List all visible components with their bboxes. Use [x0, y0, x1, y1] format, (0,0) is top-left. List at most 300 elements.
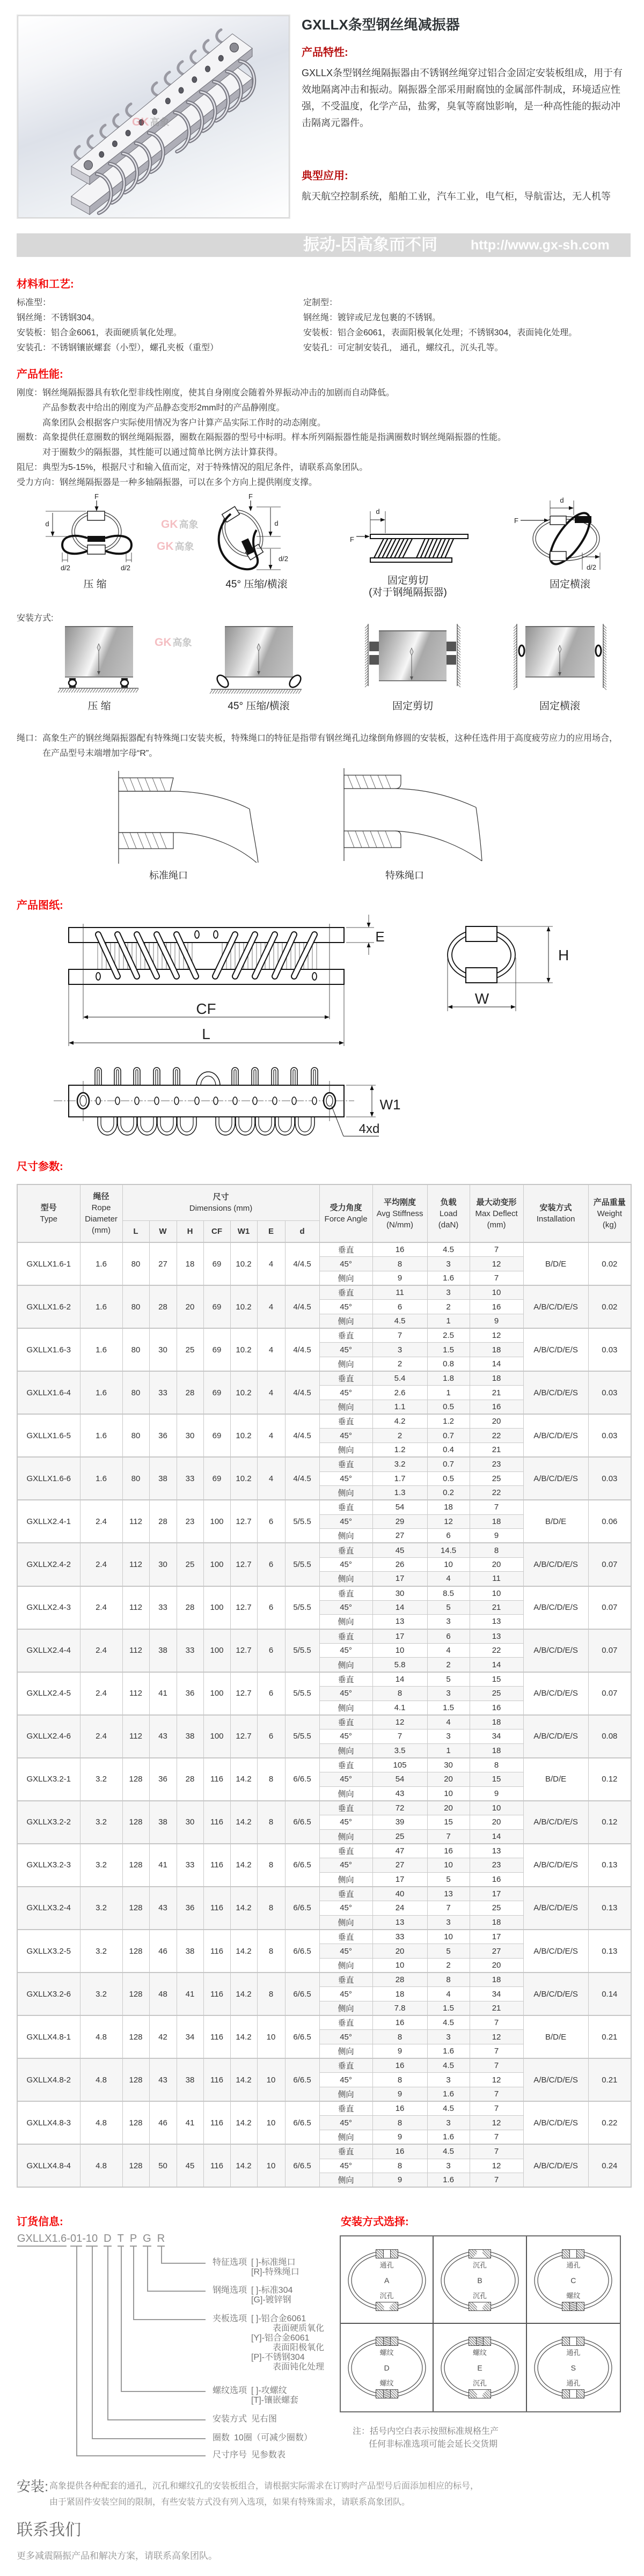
performance-heading: 产品性能:	[17, 369, 63, 380]
cell-type: GXLLX3.2-2	[17, 1801, 80, 1844]
cell-dim-w1: 12.7	[230, 1586, 257, 1629]
install-option-s	[527, 2324, 620, 2411]
cell-dim-h: 36	[177, 1887, 203, 1930]
cell-max-deflect: 7	[470, 2087, 523, 2102]
rope-end-text: 在产品型号末端增加字母“R”。	[42, 749, 158, 758]
option-turns	[213, 2433, 312, 2443]
hatch-tick	[258, 690, 261, 694]
option-choice: [ ]-攻螺纹	[251, 2386, 287, 2395]
hatch-tick	[457, 681, 460, 685]
cell-avg-stiffness: 4.2	[372, 1414, 427, 1429]
cell-rope-diameter: 3.2	[80, 1930, 122, 1973]
cell-avg-stiffness: 16	[372, 2101, 427, 2116]
cell-installation: A/B/C/D/E/S	[523, 1973, 588, 2015]
plate-hole	[96, 973, 100, 980]
hatch-tick	[365, 633, 368, 636]
arrow-marker	[558, 645, 561, 653]
force-arrowhead	[544, 519, 549, 522]
cell-type: GXLLX1.6-3	[17, 1328, 80, 1371]
cell-rope-diameter: 3.2	[80, 1844, 122, 1887]
hatch-tick	[109, 689, 112, 693]
cell-dim-e: 10	[257, 2015, 285, 2058]
cell-load: 3	[427, 1729, 470, 1743]
cell-load: 2.5	[427, 1328, 470, 1343]
cell-rope-diameter: 1.6	[80, 1328, 122, 1371]
wire	[399, 539, 408, 558]
hatch-tick	[514, 657, 517, 660]
cell-weight: 0.06	[588, 1500, 631, 1543]
cell-installation: A/B/C/D/E/S	[523, 1887, 588, 1930]
cell-max-deflect: 12	[470, 1257, 523, 1271]
cell-avg-stiffness: 54	[372, 1772, 427, 1786]
table-row-group	[17, 2101, 631, 2116]
cell-dim-e: 6	[257, 1672, 285, 1715]
performance-stiffness-cont	[17, 416, 506, 431]
wire-loop-bottom-inner	[121, 1117, 134, 1132]
bottom-mounting-block	[376, 2389, 398, 2398]
cell-weight: 0.22	[588, 2101, 631, 2144]
arrowhead	[367, 943, 371, 947]
cell-dim-cf: 116	[203, 1973, 230, 2015]
cell-dim-d: 6/6.5	[285, 1801, 319, 1844]
cell-max-deflect: 7	[470, 2044, 523, 2059]
cell-dim-cf: 116	[203, 1801, 230, 1844]
bottom-hole-label: 通孔	[566, 2379, 581, 2387]
cell-force-angle: 侧向	[319, 1658, 372, 1672]
deflection-label: d	[560, 496, 564, 504]
table-row-group	[17, 1328, 631, 1343]
cell-max-deflect: 18	[470, 1514, 523, 1529]
cell-avg-stiffness: 8	[372, 2159, 427, 2173]
install-caption-roll: 固定横滚	[539, 701, 581, 712]
drawing-heading: 产品图纸:	[17, 900, 63, 911]
cell-weight: 0.03	[588, 1457, 631, 1500]
cell-installation: A/B/C/D/E/S	[523, 1543, 588, 1586]
option-letter: S	[570, 2364, 576, 2372]
leader-line-vertical	[92, 2247, 93, 2439]
col-header-avg-stiffness	[372, 1184, 427, 1242]
cell-dim-w: 42	[149, 2015, 177, 2058]
option-letter: E	[477, 2364, 482, 2372]
wire	[445, 539, 453, 558]
cell-load: 4.5	[427, 1242, 470, 1257]
wire-loop-top	[153, 1068, 160, 1086]
option-choices	[234, 2433, 312, 2443]
cell-max-deflect: 7	[470, 2101, 523, 2116]
hatch-tick	[514, 668, 517, 671]
cell-dim-h: 18	[177, 1242, 203, 1285]
cell-installation: A/B/C/D/E/S	[523, 2144, 588, 2187]
leader-line-horizontal	[133, 2319, 206, 2320]
rope-hole	[112, 141, 117, 147]
cell-avg-stiffness: 28	[372, 1973, 427, 1987]
isolator-plate	[121, 686, 128, 688]
wire	[390, 539, 400, 558]
cell-dim-d: 4/4.5	[285, 1414, 319, 1457]
cell-dim-w1: 14.2	[230, 2015, 257, 2058]
cell-avg-stiffness: 1.1	[372, 1400, 427, 1415]
cell-avg-stiffness: 10	[372, 1958, 427, 1973]
cell-force-angle: 45°	[319, 1514, 372, 1529]
cell-load: 1.6	[427, 1271, 470, 1285]
rope-end-description	[17, 731, 618, 761]
cell-installation: A/B/C/D/E/S	[523, 1457, 588, 1500]
cell-max-deflect: 25	[470, 1901, 523, 1916]
hatch-tick	[58, 689, 61, 693]
cell-installation: A/B/C/D/E/S	[523, 1629, 588, 1672]
w1-label: W1	[379, 1096, 401, 1113]
hatch-tick	[69, 689, 71, 693]
cell-avg-stiffness: 33	[372, 1930, 427, 1944]
hatch-tick	[603, 625, 606, 628]
features-heading: 产品特性:	[302, 47, 348, 58]
cell-load: 6	[427, 1529, 470, 1543]
col-header-rope-diameter	[80, 1184, 122, 1242]
header-unit: (N/mm)	[386, 1220, 414, 1230]
option-letter: D	[384, 2364, 390, 2372]
rope-lower-edge	[396, 831, 482, 861]
hatch-tick	[282, 690, 285, 694]
table-row-group	[17, 1715, 631, 1729]
cell-max-deflect: 10	[470, 1285, 523, 1300]
wall-hatching	[514, 625, 517, 690]
arrowhead	[547, 978, 551, 983]
watermark-text: 高象	[172, 637, 192, 648]
cell-dim-h: 36	[177, 1672, 203, 1715]
hatch-tick	[603, 649, 606, 652]
product-photo	[17, 14, 290, 219]
cell-installation: A/B/C/D/E/S	[523, 1328, 588, 1371]
cell-load: 0.5	[427, 1400, 470, 1415]
cell-max-deflect: 34	[470, 1987, 523, 2001]
isolator-block	[369, 642, 379, 651]
option-size-index	[213, 2450, 286, 2460]
header-cn: 尺寸	[213, 1192, 229, 1202]
code-segment: P	[130, 2232, 137, 2247]
plate-hole	[214, 931, 218, 938]
cell-force-angle: 垂直	[319, 1758, 372, 1772]
option-choices	[251, 2386, 298, 2405]
features-line: 击隔离元器件。	[302, 117, 369, 128]
cell-load: 4.5	[427, 2058, 470, 2073]
leader-line-horizontal	[161, 2263, 206, 2264]
cell-rope-diameter: 2.4	[80, 1672, 122, 1715]
rope-end-caption-standard: 标准绳口	[149, 870, 188, 881]
cell-type: GXLLX1.6-6	[17, 1457, 80, 1500]
cell-dim-l: 80	[122, 1414, 149, 1457]
cell-max-deflect: 22	[470, 1486, 523, 1500]
cf-label: CF	[196, 1000, 216, 1017]
hatch-tick	[603, 630, 606, 634]
cell-rope-diameter: 2.4	[80, 1629, 122, 1672]
wire-loop-bottom-inner	[259, 1117, 272, 1132]
watermark-logo: GK	[161, 518, 178, 531]
cell-avg-stiffness: 16	[372, 1242, 427, 1257]
cell-dim-w: 38	[149, 1801, 177, 1844]
install-compression	[58, 644, 138, 693]
cell-force-angle: 垂直	[319, 2144, 372, 2159]
arrowhead	[370, 1085, 374, 1090]
install-roll	[514, 624, 606, 690]
rope-hole	[152, 109, 157, 115]
cell-force-angle: 垂直	[319, 1629, 372, 1644]
cell-max-deflect: 7	[470, 1271, 523, 1285]
top-mounting-block	[562, 2249, 584, 2258]
table-row-group	[17, 1758, 631, 1772]
cell-dim-d: 6/6.5	[285, 2101, 319, 2144]
cell-dim-cf: 100	[203, 1672, 230, 1715]
option-thread	[213, 2386, 298, 2405]
hatch-tick	[226, 690, 229, 694]
cell-load: 1.6	[427, 2087, 470, 2102]
cell-force-angle: 45°	[319, 1557, 372, 1572]
through-hole-icon	[569, 2250, 577, 2258]
cell-dim-w1: 10.2	[230, 1414, 257, 1457]
table-row-group	[17, 1242, 631, 1257]
cell-type: GXLLX3.2-1	[17, 1758, 80, 1801]
cell-avg-stiffness: 9	[372, 2044, 427, 2059]
cell-avg-stiffness: 18	[372, 1987, 427, 2001]
cell-dim-w: 30	[149, 1328, 177, 1371]
leader-line-horizontal	[147, 2291, 206, 2292]
wire	[416, 539, 425, 558]
hatch-tick	[457, 644, 460, 647]
force-diagram-45deg	[213, 492, 288, 570]
code-segment: 01	[70, 2232, 82, 2247]
hatch-tick	[106, 689, 109, 693]
cell-dim-w: 46	[149, 2101, 177, 2144]
cell-weight: 0.03	[588, 1414, 631, 1457]
table-row-group	[17, 2058, 631, 2073]
cell-type: GXLLX2.4-5	[17, 1672, 80, 1715]
item-text: 钢丝绳隔振器是一种多轴隔振器，可以在多个方向上提供刚度支撑。	[60, 477, 318, 487]
cell-force-angle: 垂直	[319, 1371, 372, 1386]
cell-load: 3	[427, 1615, 470, 1629]
cell-dim-e: 6	[257, 1543, 285, 1586]
cell-dim-w: 30	[149, 1543, 177, 1586]
cell-max-deflect: 10	[470, 1586, 523, 1601]
cell-max-deflect: 13	[470, 1844, 523, 1858]
cell-dim-e: 8	[257, 1973, 285, 2015]
cell-dim-d: 6/6.5	[285, 1758, 319, 1801]
arrowhead	[547, 926, 551, 931]
cell-dim-cf: 69	[203, 1371, 230, 1414]
cell-force-angle: 侧向	[319, 1872, 372, 1887]
cell-max-deflect: 34	[470, 1729, 523, 1743]
hatch-tick	[365, 649, 368, 652]
custom-title: 定制型：	[303, 298, 338, 307]
cell-dim-cf: 116	[203, 2015, 230, 2058]
hatch-tick	[603, 644, 606, 647]
wall-hatching	[365, 625, 368, 687]
rope-end-special	[344, 768, 482, 861]
watermark	[132, 116, 170, 128]
bottom-hole-label: 沉孔	[472, 2379, 487, 2387]
cell-max-deflect: 16	[470, 1300, 523, 1314]
cell-dim-h: 30	[177, 1801, 203, 1844]
cell-avg-stiffness: 24	[372, 1901, 427, 1916]
cell-dim-w1: 12.7	[230, 1629, 257, 1672]
cell-max-deflect: 7	[470, 2144, 523, 2159]
code-separator: -	[82, 2233, 86, 2244]
top-hole-label: 沉孔	[472, 2261, 487, 2269]
cell-rope-diameter: 4.8	[80, 2015, 122, 2058]
arrow-marker	[97, 644, 100, 651]
cell-dim-cf: 116	[203, 1930, 230, 1973]
rope-hole	[214, 1097, 218, 1105]
hatch-tick	[112, 689, 114, 693]
item-label: 圈数：	[17, 433, 43, 443]
wall-hatching	[457, 625, 460, 687]
hatch-tick	[514, 671, 517, 674]
rope-hole	[165, 98, 170, 104]
cell-force-angle: 垂直	[319, 1543, 372, 1557]
item-label: 受力方向：	[17, 477, 60, 487]
cell-dim-w: 36	[149, 1414, 177, 1457]
bottom-block	[550, 551, 566, 561]
cell-avg-stiffness: 7.8	[372, 2001, 427, 2015]
option-letter: B	[477, 2276, 482, 2285]
cell-dim-cf: 69	[203, 1242, 230, 1285]
countersunk-hole-icon	[473, 2302, 487, 2310]
cell-dim-h: 41	[177, 2101, 203, 2144]
install-option-a	[341, 2236, 434, 2324]
cell-dim-l: 112	[122, 1586, 149, 1629]
cell-max-deflect: 18	[470, 1973, 523, 1987]
force-diagram-shear	[350, 507, 468, 562]
install-option-grid	[340, 2235, 621, 2412]
top-mounting-block	[376, 2249, 398, 2258]
top-hole-label: 通孔	[566, 2349, 581, 2357]
cell-max-deflect: 18	[470, 1915, 523, 1930]
leader-line-vertical	[133, 2247, 134, 2320]
rope-hole	[195, 1097, 199, 1105]
cell-avg-stiffness: 8	[372, 2030, 427, 2044]
cell-avg-stiffness: 4.5	[372, 1314, 427, 1328]
cell-force-angle: 侧向	[319, 1743, 372, 1758]
cell-max-deflect: 18	[470, 1343, 523, 1357]
cell-load: 1.6	[427, 2173, 470, 2188]
cell-installation: B/D/E	[523, 2015, 588, 2058]
rope-hole	[253, 1097, 257, 1105]
load-arrow	[410, 648, 413, 680]
cell-load: 1	[427, 1386, 470, 1400]
leader-line-vertical	[107, 2247, 108, 2420]
hatch-tick	[514, 628, 517, 631]
arrowhead	[558, 672, 561, 676]
cell-max-deflect: 21	[470, 2001, 523, 2015]
cell-load: 4	[427, 1715, 470, 1729]
cell-load: 10	[427, 1930, 470, 1944]
cell-avg-stiffness: 6	[372, 1300, 427, 1314]
table-row-group	[17, 1973, 631, 1987]
hatch-tick	[603, 671, 606, 674]
deflection-label: d	[376, 507, 380, 516]
cell-max-deflect: 7	[470, 2130, 523, 2145]
hatch-tick	[365, 681, 368, 685]
cell-force-angle: 侧向	[319, 1486, 372, 1500]
cell-dim-h: 28	[177, 1586, 203, 1629]
hatch-tick	[120, 689, 122, 693]
item-text: 钢丝绳隔振器具有软化型非线性刚度，使其自身刚度会随着外界振动冲击的加剧而自动降低。	[42, 388, 395, 398]
cell-type: GXLLX2.4-3	[17, 1586, 80, 1629]
cell-dim-h: 25	[177, 1328, 203, 1371]
cell-dim-l: 112	[122, 1715, 149, 1758]
product-drawing	[0, 912, 644, 1143]
cell-weight: 0.08	[588, 1715, 631, 1758]
header-en: Dimensions (mm)	[189, 1203, 253, 1213]
arrowhead	[339, 1041, 344, 1045]
option-feature	[213, 2258, 299, 2277]
cell-dim-l: 128	[122, 1801, 149, 1844]
wire-loop-bottom-inner	[141, 1117, 153, 1132]
col-header-w1: W1	[230, 1220, 257, 1242]
hatch-tick	[229, 690, 231, 694]
hatch-tick	[603, 673, 606, 676]
hatch-tick	[603, 676, 606, 679]
bottom-hole-label: 螺纹	[379, 2379, 394, 2387]
rope-end-diagrams	[0, 764, 644, 866]
cell-dim-w: 46	[149, 1930, 177, 1973]
cell-load: 3	[427, 1686, 470, 1701]
wire	[394, 539, 404, 558]
bottom-hole-label: 螺纹	[566, 2292, 581, 2300]
arrowhead	[51, 532, 55, 536]
cell-force-angle: 45°	[319, 1257, 372, 1271]
cell-max-deflect: 22	[470, 1643, 523, 1658]
cell-type: GXLLX1.6-1	[17, 1242, 80, 1285]
half-deflection-label: d/2	[278, 555, 289, 563]
top-hole-label: 通孔	[566, 2261, 581, 2269]
watermark	[161, 519, 199, 531]
cell-force-angle: 垂直	[319, 2101, 372, 2116]
rope-hole	[192, 77, 197, 83]
cell-dim-h: 38	[177, 1930, 203, 1973]
hatch-tick	[255, 690, 258, 694]
hatch-tick	[514, 649, 517, 652]
cell-weight: 0.13	[588, 1930, 631, 1973]
hatch-tick	[122, 689, 125, 693]
rope-hole	[179, 87, 184, 93]
cell-avg-stiffness: 4.1	[372, 1701, 427, 1715]
hatch-tick	[130, 689, 133, 693]
cell-max-deflect: 17	[470, 1930, 523, 1944]
rope-hole	[233, 1097, 237, 1105]
cell-load: 0.8	[427, 1357, 470, 1372]
cell-load: 30	[427, 1758, 470, 1772]
cell-avg-stiffness: 105	[372, 1758, 427, 1772]
lower-plate-top	[71, 64, 252, 207]
cell-rope-diameter: 3.2	[80, 1887, 122, 1930]
force-label: F	[514, 517, 518, 525]
hatch-tick	[603, 684, 606, 687]
option-value: 见右图	[251, 2415, 277, 2424]
cell-max-deflect: 10	[470, 1801, 523, 1815]
cell-force-angle: 45°	[319, 1471, 372, 1486]
cell-force-angle: 45°	[319, 1772, 372, 1786]
hatch-tick	[250, 690, 253, 694]
cell-max-deflect: 12	[470, 2030, 523, 2044]
cell-dim-h: 38	[177, 1715, 203, 1758]
cell-rope-diameter: 2.4	[80, 1543, 122, 1586]
cell-load: 3	[427, 2073, 470, 2087]
bottom-mounting-block	[469, 2389, 491, 2398]
arrowhead	[370, 1112, 374, 1117]
install-option-d	[341, 2324, 434, 2411]
cell-avg-stiffness: 7	[372, 1328, 427, 1343]
wire	[374, 539, 384, 558]
cell-load: 5	[427, 1944, 470, 1959]
